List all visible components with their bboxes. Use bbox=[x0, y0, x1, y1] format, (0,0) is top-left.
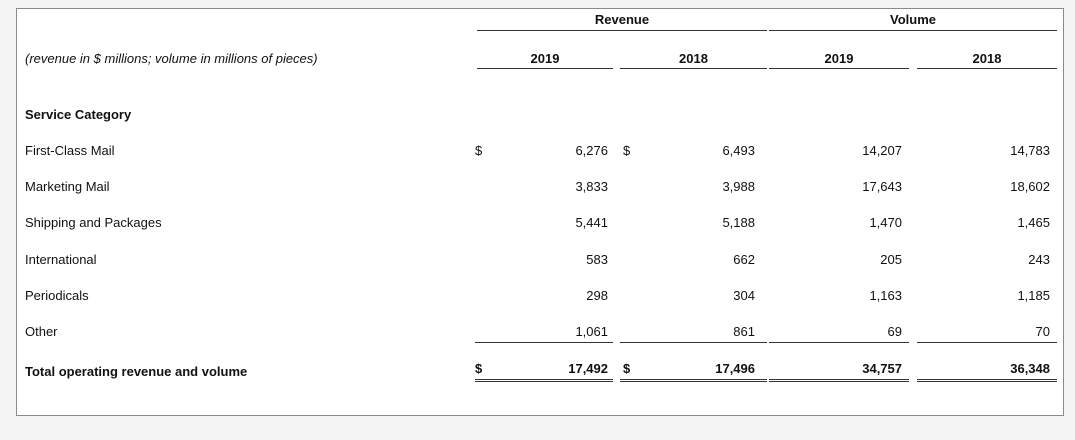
row-label: International bbox=[25, 252, 97, 267]
cell-volume-2019: 1,470 bbox=[869, 215, 902, 230]
currency-symbol: $ bbox=[623, 143, 631, 158]
cell-volume-2018: 14,783 bbox=[1010, 143, 1050, 158]
cell-revenue-2018: 3,988 bbox=[722, 179, 755, 194]
revenue-group-header: Revenue bbox=[594, 12, 650, 27]
subtotal-rule bbox=[475, 342, 613, 343]
currency-symbol: $ bbox=[475, 361, 483, 376]
cell-volume-2018: 1,465 bbox=[1017, 215, 1050, 230]
year-rule bbox=[769, 68, 909, 69]
total-double-rule bbox=[769, 379, 909, 382]
total-volume-2018: 36,348 bbox=[1010, 361, 1050, 376]
year-header-revenue-2019: 2019 bbox=[530, 51, 560, 66]
cell-revenue-2019: 3,833 bbox=[575, 179, 608, 194]
cell-revenue-2018: 304 bbox=[733, 288, 755, 303]
cell-revenue-2019: 583 bbox=[586, 252, 608, 267]
cell-volume-2019: 69 bbox=[887, 324, 902, 339]
year-header-volume-2018: 2018 bbox=[972, 51, 1002, 66]
cell-revenue-2018: 662 bbox=[733, 252, 755, 267]
cell-volume-2018: 1,185 bbox=[1017, 288, 1050, 303]
financial-table-panel bbox=[16, 8, 1064, 416]
subtotal-rule bbox=[769, 342, 909, 343]
cell-revenue-2019: 6,276 bbox=[575, 143, 608, 158]
volume-group-rule bbox=[769, 30, 1057, 31]
row-label: Marketing Mail bbox=[25, 179, 110, 194]
cell-volume-2018: 70 bbox=[1035, 324, 1050, 339]
cell-volume-2019: 17,643 bbox=[862, 179, 902, 194]
year-rule bbox=[620, 68, 767, 69]
section-title: Service Category bbox=[25, 107, 132, 122]
year-rule bbox=[477, 68, 613, 69]
total-row-label: Total operating revenue and volume bbox=[25, 364, 248, 379]
total-volume-2019: 34,757 bbox=[862, 361, 902, 376]
cell-revenue-2019: 1,061 bbox=[575, 324, 608, 339]
cell-volume-2018: 243 bbox=[1028, 252, 1050, 267]
total-double-rule bbox=[620, 379, 767, 382]
year-header-volume-2019: 2019 bbox=[824, 51, 854, 66]
cell-volume-2018: 18,602 bbox=[1010, 179, 1050, 194]
row-label: Other bbox=[25, 324, 58, 339]
total-double-rule bbox=[475, 379, 613, 382]
subtotal-rule bbox=[917, 342, 1057, 343]
subtotal-rule bbox=[620, 342, 767, 343]
cell-revenue-2019: 298 bbox=[586, 288, 608, 303]
total-revenue-2018: 17,496 bbox=[715, 361, 755, 376]
cell-revenue-2018: 5,188 bbox=[722, 215, 755, 230]
year-header-revenue-2018: 2018 bbox=[679, 51, 708, 66]
cell-volume-2019: 1,163 bbox=[869, 288, 902, 303]
row-label: Periodicals bbox=[25, 288, 89, 303]
cell-volume-2019: 14,207 bbox=[862, 143, 902, 158]
row-label: Shipping and Packages bbox=[25, 215, 162, 230]
total-double-rule bbox=[917, 379, 1057, 382]
row-label: First-Class Mail bbox=[25, 143, 115, 158]
cell-revenue-2018: 861 bbox=[733, 324, 755, 339]
units-note: (revenue in $ millions; volume in millions of pieces) bbox=[25, 51, 318, 66]
currency-symbol: $ bbox=[623, 361, 631, 376]
year-rule bbox=[917, 68, 1057, 69]
cell-revenue-2018: 6,493 bbox=[722, 143, 755, 158]
cell-revenue-2019: 5,441 bbox=[575, 215, 608, 230]
cell-volume-2019: 205 bbox=[880, 252, 902, 267]
revenue-group-rule bbox=[477, 30, 767, 31]
total-revenue-2019: 17,492 bbox=[568, 361, 608, 376]
volume-group-header: Volume bbox=[890, 12, 936, 27]
currency-symbol: $ bbox=[475, 143, 483, 158]
